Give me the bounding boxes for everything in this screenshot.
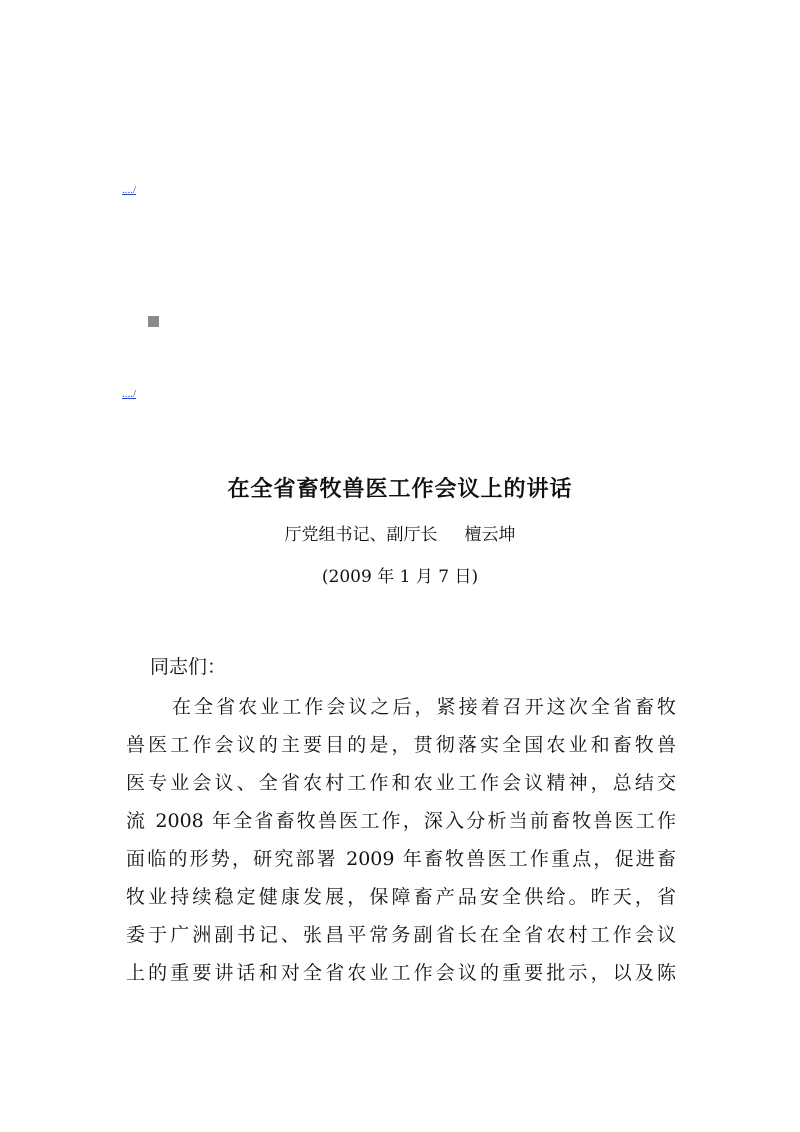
body-line: 在全省农业工作会议之后，紧接着召开这次全省畜牧 [172,696,676,718]
body-paragraph [126,688,676,992]
link-bottom[interactable]: ..../ [122,388,137,400]
body-line: 医专业会议、全省农村工作和农业工作会议精神，总结交 [126,772,676,794]
document-title: 在全省畜牧兽医工作会议上的讲话 [227,476,573,502]
body-line: 兽医工作会议的主要目的是，贯彻落实全国农业和畜牧兽 [126,734,676,756]
document-author: 厅党组书记、副厅长 檀云坤 [284,525,516,545]
salutation: 同志们： [150,656,227,678]
body-line: 牧业持续稳定健康发展，保障畜产品安全供给。昨天，省 [126,886,676,908]
bullet-square-icon [148,316,159,327]
body-line: 上的重要讲话和对全省农业工作会议的重要批示，以及陈 [126,962,676,984]
link-top[interactable]: ..../ [122,184,137,196]
document-date: (2009 年 1 月 7 日) [321,567,479,587]
body-line: 委于广洲副书记、张昌平常务副省长在全省农村工作会议 [126,924,676,946]
body-line: 面临的形势，研究部署 2009 年畜牧兽医工作重点，促进畜 [126,848,676,870]
body-line: 流 2008 年全省畜牧兽医工作，深入分析当前畜牧兽医工作 [126,810,676,832]
